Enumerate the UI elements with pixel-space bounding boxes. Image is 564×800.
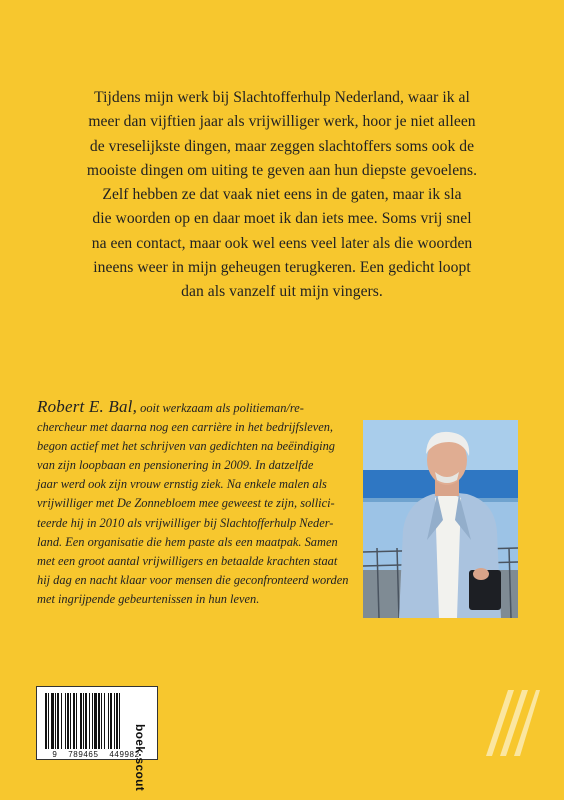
isbn-digit-group: 789465 (68, 750, 99, 759)
bio-first-line (37, 397, 518, 418)
barcode-bar (67, 693, 69, 749)
bio-line: vrijwilliger met De Zonnebloem mee geweest te zijn, sollici- (37, 496, 335, 511)
barcode-bar (101, 693, 102, 749)
barcode-bar (119, 693, 120, 749)
blurb-line: die woorden op en daar moet ik dan iets mee. Soms vrij snel (92, 210, 472, 228)
barcode-bar (89, 693, 90, 749)
barcode-bar (57, 693, 59, 749)
blurb-line: na een contact, maar ook wel eens veel later als die woorden (91, 234, 473, 252)
isbn-digit-group: 9 (52, 750, 58, 759)
bio-line: met een groot aantal vrijwilligers en betaalde krachten staat (37, 553, 338, 568)
author-photo (363, 420, 518, 618)
back-cover-blurb (64, 86, 500, 305)
blurb-line: Zelf hebben ze dat vaak niet eens in de gaten, maar ik sla (102, 186, 462, 204)
barcode-bar (85, 693, 87, 749)
bio-first-line-rest: ooit werkzaam als politieman/re- (137, 401, 304, 415)
barcode-bar (55, 693, 56, 749)
barcode-bar (70, 693, 71, 749)
barcode-bar (108, 693, 109, 749)
barcode-bar (73, 693, 75, 749)
bio-line: begon actief met het schrijven van gedichten na beëindiging (37, 439, 335, 454)
barcode-bar (98, 693, 100, 749)
bio-line: jaar werd ook zijn vrouw ernstig ziek. Na enkele malen als (37, 477, 327, 492)
barcode-bar (114, 693, 115, 749)
bio-line: land. Een organisatie die hem paste als een maatpak. Samen (37, 534, 338, 549)
bio-line: van zijn loopbaan en pensionering in 2009. In datzelfde (37, 458, 314, 473)
barcode-bar (104, 693, 105, 749)
barcode-bar (116, 693, 118, 749)
barcode-bar (76, 693, 77, 749)
blurb-line: ineens weer in mijn geheugen terugkeren. Een gedicht loopt (93, 259, 471, 277)
barcode-bar (80, 693, 82, 749)
bio-line: met ingrijpende gebeurtenissen in hun leven. (37, 591, 260, 606)
publisher-logo-icon (478, 686, 540, 762)
bio-line: chercheur met daarna nog een carrière in het bedrijfsleven, (37, 420, 334, 435)
blurb-line: mooiste dingen om uiting te geven aan hun diepste gevoelens. (86, 161, 478, 179)
author-photo-illustration (363, 420, 518, 618)
blurb-line: Tijdens mijn werk bij Slachtofferhulp Nederland, waar ik al (94, 89, 470, 106)
barcode-bar (110, 693, 112, 749)
barcode-bar (61, 693, 62, 749)
publisher-name: boek·scout (133, 724, 147, 792)
blurb-line: meer dan vijftien jaar als vrijwilliger werk, hoor je niet alleen (88, 113, 476, 131)
barcode-bar (45, 693, 47, 749)
barcode-bar (51, 693, 54, 749)
barcode-bar (92, 693, 93, 749)
author-name: Robert E. Bal, (37, 397, 138, 416)
barcode-bar (65, 693, 66, 749)
barcode-bar (83, 693, 84, 749)
blurb-line: de vreselijkste dingen, maar zeggen slachtoffers soms ook de (89, 137, 475, 155)
isbn-digit-group: 449982 (109, 750, 140, 759)
barcode-bar (48, 693, 49, 749)
barcode-bar (94, 693, 97, 749)
bio-line: hij dag en nacht klaar voor mensen die geconfronteerd worden (37, 572, 349, 587)
blurb-line: dan als vanzelf uit mijn vingers. (181, 283, 383, 301)
bio-line: teerde hij in 2010 als vrijwilliger bij Slachtofferhulp Neder- (37, 515, 334, 530)
